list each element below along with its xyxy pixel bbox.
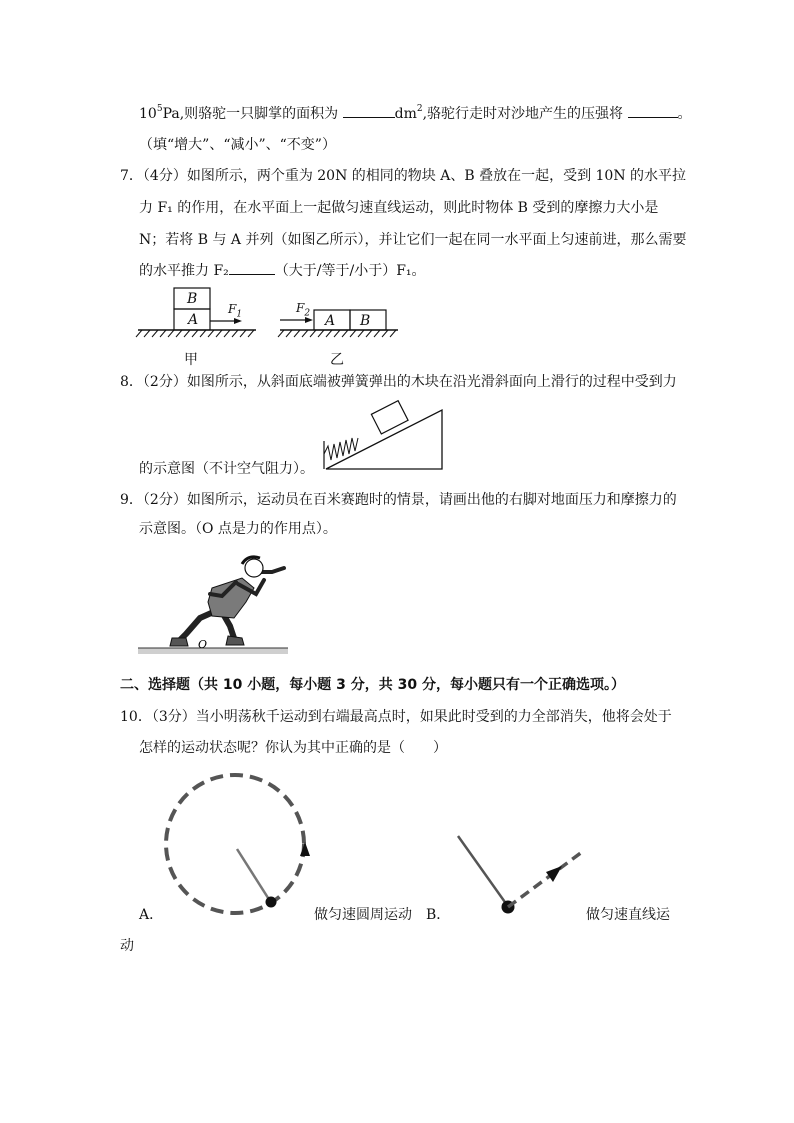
q7-fig-b-caption: 乙	[330, 352, 344, 368]
swing-rope-b	[458, 836, 507, 905]
q6-line2: （填“增大”、“减小”、“不变”）	[139, 137, 336, 153]
circular-path	[166, 775, 304, 913]
q7-fig-a-caption: 甲	[184, 352, 198, 368]
q7-line3: N；若将 B 与 A 并列（如图乙所示），并让它们一起在同一水平面上匀速前进，那么需要	[139, 232, 687, 248]
q10-option-b-figure	[450, 832, 590, 922]
q7-fig-a-block-b: B	[187, 291, 198, 307]
q10-opt-b-wrap: 动	[120, 938, 134, 954]
section2-title: 二、选择题（共 10 小题，每小题 3 分，共 30 分，每小题只有一个正确选项。）	[120, 677, 625, 693]
q10-opt-b-text: 做匀速直线运	[586, 907, 670, 923]
q7-line1: 7．（4分）如图所示，两个重为 20N 的相同的物块 A、B 叠放在一起，受到 10N 的水平拉	[120, 168, 687, 184]
wooden-block	[371, 401, 408, 434]
direction-arrow-b	[546, 866, 562, 882]
swing-rope-a	[237, 849, 270, 901]
runner-body	[208, 578, 254, 618]
back-shoe-icon	[170, 638, 188, 646]
q6-blank-pressure[interactable]	[628, 103, 678, 118]
direction-arrow-a	[300, 842, 310, 856]
front-shoe-icon	[226, 636, 244, 645]
q10-line2: 怎样的运动状态呢？你认为其中正确的是（ ）	[139, 740, 447, 756]
q8-line1: 8．（2分）如图所示，从斜面底端被弹簧弹出的木块在沿光滑斜面向上滑行的过程中受到力	[120, 374, 677, 390]
q7-fig-a-force-label: $F_1$	[228, 302, 243, 320]
q10-opt-b-label[interactable]: B．	[426, 907, 451, 923]
q8-line2: 的示意图（不计空气阻力）。	[139, 461, 314, 477]
spring-coil	[324, 438, 358, 460]
q7-line2: 力 F₁ 的作用，在水平面上一起做匀速直线运动，则此时物体 B 受到的摩擦力大小是	[139, 200, 659, 216]
q7-fig-b-block-a: A	[325, 313, 336, 329]
q6-blank-area[interactable]	[343, 103, 395, 118]
q10-line1: 10．（3分）当小明荡秋千运动到右端最高点时，如果此时受到的力全部消失，他将会处于	[120, 709, 672, 725]
q7-fig-a-block-a: A	[188, 312, 199, 328]
q6-line1: $10^5Pa$,则骆驼一只脚掌的面积为 $dm^2$,骆驼行走时对沙地产生的压强将 。	[139, 104, 692, 122]
q10-option-a-figure	[160, 772, 320, 922]
q8-incline-figure	[316, 396, 446, 472]
q9-line1: 9．（2分）如图所示，运动员在百米赛跑时的情景，请画出他的右脚对地面压力和摩擦力的	[120, 492, 677, 508]
runner-head	[245, 559, 263, 577]
straight-path-b	[508, 852, 582, 907]
q9-point-o: O	[198, 638, 208, 651]
swing-seat-a	[266, 897, 277, 908]
q10-opt-a-text: 做匀速圆周运动	[314, 907, 412, 923]
q10-opt-a-label[interactable]: A．	[139, 907, 164, 923]
q7-fig-b-block-b: B	[360, 313, 371, 329]
q7-line4: 的水平推力 F₂ （大于/等于/小于）F₁。	[139, 260, 426, 281]
q7-blank-f2[interactable]	[229, 260, 275, 275]
q9-runner-figure	[138, 552, 298, 656]
q7-fig-b-force-label: $F_2$	[296, 301, 311, 319]
q7-figure-a	[138, 286, 268, 346]
q9-line2: 示意图。（O 点是力的作用点）。	[139, 521, 337, 537]
